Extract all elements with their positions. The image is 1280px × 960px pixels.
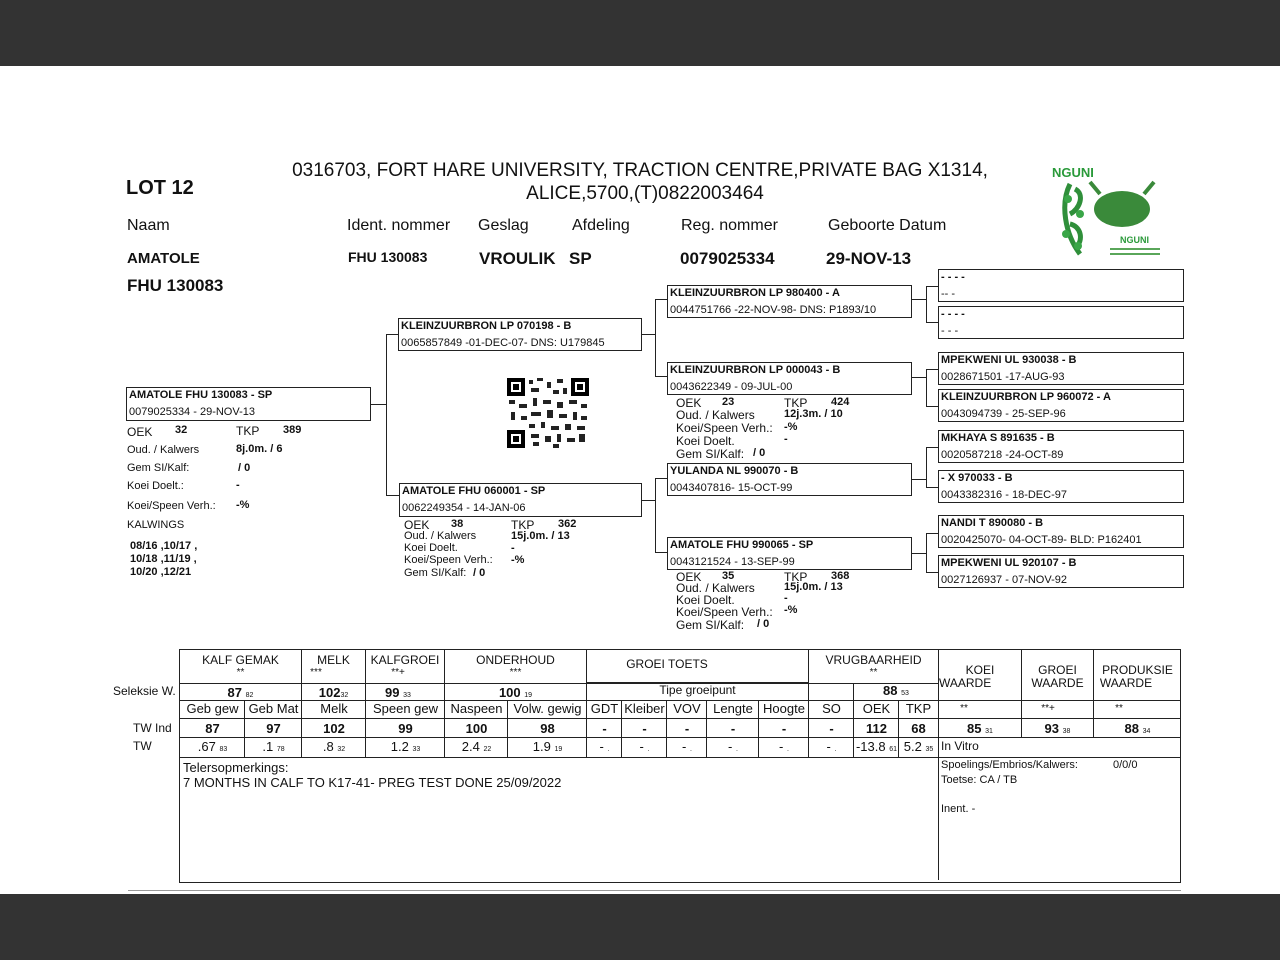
column-header: Lengte <box>713 701 753 716</box>
dam-gem-label: Gem SI/Kalf: <box>404 567 467 579</box>
subject-oud: 8j.0m. / 6 <box>236 443 283 455</box>
dam-oek-label: OEK <box>404 518 430 532</box>
tw-cell: - . <box>599 739 610 754</box>
header-vrugbaarheid: VRUGBAARHEID <box>825 653 922 667</box>
tw-cell: .8 32 <box>322 739 346 754</box>
stars-kalf-gemak: ** <box>236 667 245 678</box>
subject-tkp: 389 <box>283 424 302 436</box>
gp4-oud: 15j.0m. / 13 <box>784 581 843 593</box>
header-groei-toets: GROEI TOETS <box>626 657 708 671</box>
subject-koei: - <box>236 479 240 491</box>
twind-cell: - <box>602 721 607 736</box>
tw-cell: .1 78 <box>262 739 285 754</box>
great-grandparent-reg: 0043382316 - 18-DEC-97 <box>941 489 1067 501</box>
svg-text:NGUNI: NGUNI <box>1120 235 1149 245</box>
sire-name: KLEINZUURBRON LP 070198 - B <box>401 320 572 332</box>
twind-cell: 98 <box>540 721 555 736</box>
gp2-speen: -% <box>784 421 798 433</box>
grandparent-reg: 0044751766 -22-NOV-98- DNS: P1893/10 <box>670 304 877 316</box>
tw-cell: 1.2 33 <box>390 739 421 754</box>
inent: Inent. - <box>941 803 976 815</box>
kalwings-line-3: 10/20 ,12/21 <box>130 566 192 578</box>
subject-tkp-label: TKP <box>236 424 260 438</box>
label-afdeling: Afdeling <box>572 217 630 234</box>
tw-cell: - . <box>826 739 837 754</box>
great-grandparent-name: MPEKWENI UL 920107 - B <box>941 557 1077 569</box>
great-grandparent-reg: 0027126937 - 07-NOV-92 <box>941 574 1067 586</box>
column-header: GDT <box>590 701 619 716</box>
seleksie-vrug: 88 53 <box>883 683 909 698</box>
gp2-tkp-label: TKP <box>784 396 808 410</box>
gp2-gem-label: Gem SI/Kalf: <box>676 447 745 461</box>
row-label-seleksie: Seleksie W. <box>113 684 176 698</box>
header-tipe-groeipunt: Tipe groeipunt <box>659 683 736 697</box>
column-header: Geb gew <box>186 701 239 716</box>
stars-vrugbaarheid: ** <box>869 667 878 678</box>
stars-onderhoud: *** <box>509 667 522 678</box>
label-ident: Ident. nommer <box>347 217 451 234</box>
column-header: VOV <box>673 701 701 716</box>
tw-cell: 1.9 19 <box>532 739 563 754</box>
stars-groei-waarde: **+ <box>1041 703 1055 714</box>
twind-cell: - <box>781 721 787 736</box>
subject-koei-label: Koei Doelt.: <box>127 480 184 492</box>
dam-reg: 0062249354 - 14-JAN-06 <box>402 502 526 514</box>
gp4-gem-label: Gem SI/Kalf: <box>676 618 745 632</box>
column-header: Volw. gewig <box>513 701 582 716</box>
kalwings-label: KALWINGS <box>127 519 185 531</box>
label-geboorte: Geboorte Datum <box>828 217 947 234</box>
twind-cell: 100 <box>465 721 488 736</box>
twind-cell: 112 <box>866 721 887 736</box>
column-header: Melk <box>320 701 348 716</box>
twind-produksie-waarde: 88 34 <box>1124 721 1151 736</box>
header-kalfgroei: KALFGROEI <box>370 653 440 667</box>
remarks-label: Telersopmerkings: <box>183 760 289 775</box>
gp4-tkp-label: TKP <box>784 570 808 584</box>
twind-cell: - <box>642 721 647 736</box>
column-header: TKP <box>905 701 932 716</box>
tw-cell: - . <box>728 739 738 754</box>
grandparent-reg: 0043622349 - 09-JUL-00 <box>670 381 793 393</box>
subject-oud-label: Oud. / Kalwers <box>127 444 200 456</box>
twind-cell: 97 <box>266 721 281 736</box>
column-header: Kleiber <box>624 701 665 716</box>
animal-ident-large: FHU 130083 <box>127 276 224 295</box>
great-grandparent-reg: 0020587218 -24-OCT-89 <box>941 449 1064 461</box>
header-groei-waarde: GROEI <box>1038 663 1077 677</box>
header-onderhoud: ONDERHOUD <box>476 653 555 667</box>
seleksie-melk: 10232 <box>318 685 349 700</box>
lot-number: LOT 12 <box>126 177 194 199</box>
kalwings-line-1: 08/16 ,10/17 , <box>130 540 198 552</box>
gp4-speen: -% <box>784 604 798 616</box>
column-header: Hoogte <box>763 701 805 716</box>
tw-cell: -13.8 61 <box>855 739 898 754</box>
label-naam: Naam <box>127 217 170 234</box>
spoelings-value: 0/0/0 <box>1113 759 1138 771</box>
row-label-twind: TW Ind <box>133 721 172 735</box>
header-koei-waarde: KOEI <box>965 663 995 677</box>
label-reg: Reg. nommer <box>681 217 778 234</box>
dam-speen-label: Koei/Speen Verh.: <box>404 554 493 566</box>
gp2-koei: - <box>784 433 788 445</box>
row-label-tw: TW <box>133 739 152 753</box>
seleksie-kalf: 87 82 <box>227 685 254 700</box>
stars-koei-waarde: ** <box>960 703 968 714</box>
grandparent-name: YULANDA NL 990070 - B <box>670 465 799 477</box>
great-grandparent-reg: - - - <box>941 325 959 337</box>
gp4-koei-label: Koei Doelt. <box>676 593 735 607</box>
stars-kalfgroei: **+ <box>391 667 405 678</box>
dam-speen: -% <box>511 554 525 566</box>
gp4-oek-label: OEK <box>676 570 702 584</box>
seleksie-onderhoud: 100 19 <box>498 685 533 700</box>
twind-cell: 87 <box>205 721 220 736</box>
dam-koei-label: Koei Doelt. <box>404 542 458 554</box>
in-vitro-label: In Vitro <box>941 739 979 753</box>
column-header: Naspeen <box>450 701 503 716</box>
great-grandparent-reg: 0043094739 - 25-SEP-96 <box>941 408 1066 420</box>
owner-line-2: ALICE,5700,(T)0822003464 <box>526 183 764 204</box>
column-header: Speen gew <box>372 701 439 716</box>
tw-cell: - . <box>779 739 789 754</box>
twind-groei-waarde: 93 38 <box>1044 721 1071 736</box>
seleksie-kalfgroei: 99 33 <box>385 685 411 700</box>
great-grandparent-name: NANDI T 890080 - B <box>941 517 1044 529</box>
gp4-oud-label: Oud. / Kalwers <box>676 581 755 595</box>
gp2-oud: 12j.3m. / 10 <box>784 408 843 420</box>
gp2-oud-label: Oud. / Kalwers <box>676 408 755 422</box>
dam-gem: / 0 <box>473 567 486 579</box>
header-produksie-waarde-2: WAARDE <box>1099 676 1153 690</box>
dam-tkp: 362 <box>558 518 577 530</box>
header-groei-waarde-2: WAARDE <box>1031 676 1084 690</box>
great-grandparent-name: MKHAYA S 891635 - B <box>941 432 1055 444</box>
animal-name: AMATOLE <box>127 250 200 267</box>
column-header: SO <box>822 701 841 716</box>
great-grandparent-name: KLEINZUURBRON LP 960072 - A <box>941 391 1111 403</box>
svg-text:NGUNI: NGUNI <box>1052 165 1094 180</box>
twind-cell: 102 <box>323 721 345 736</box>
remarks-text: 7 MONTHS IN CALF TO K17-41- PREG TEST DONE 25/09/2022 <box>183 775 562 790</box>
tw-cell: - . <box>639 739 650 754</box>
animal-gender: VROULIK <box>479 249 556 268</box>
great-grandparent-name: - - - - <box>941 271 965 283</box>
grandparent-name: KLEINZUURBRON LP 000043 - B <box>670 364 841 376</box>
column-header: OEK <box>862 701 891 716</box>
header-produksie-waarde: PRODUKSIE <box>1102 663 1173 677</box>
gp4-koei: - <box>784 592 788 604</box>
twind-cell: 68 <box>911 721 926 736</box>
header-koei-waarde-2: WAARDE <box>939 676 992 690</box>
gp2-oek: 23 <box>722 396 735 408</box>
header-kalf-gemak: KALF GEMAK <box>202 653 279 667</box>
gp2-koei-label: Koei Doelt. <box>676 434 735 448</box>
gp4-speen-label: Koei/Speen Verh.: <box>676 605 773 619</box>
great-grandparent-name: - X 970033 - B <box>941 472 1013 484</box>
great-grandparent-name: MPEKWENI UL 930038 - B <box>941 354 1077 366</box>
subject-reg-date: 0079025334 - 29-NOV-13 <box>129 406 255 418</box>
dam-koei: - <box>511 542 515 554</box>
gp4-oek: 35 <box>722 570 735 582</box>
great-grandparent-reg: 0028671501 -17-AUG-93 <box>941 371 1065 383</box>
subject-name: AMATOLE FHU 130083 - SP <box>129 389 273 401</box>
subject-speen-label: Koei/Speen Verh.: <box>127 500 216 512</box>
animal-section: SP <box>569 249 592 268</box>
gp4-tkp: 368 <box>831 570 850 582</box>
subject-gem: / 0 <box>238 462 251 474</box>
dam-oud: 15j.0m. / 13 <box>511 530 570 542</box>
grandparent-name: AMATOLE FHU 990065 - SP <box>670 539 814 551</box>
grandparent-name: KLEINZUURBRON LP 980400 - A <box>670 287 840 299</box>
sire-reg: 0065857849 -01-DEC-07- DNS: U179845 <box>401 337 605 349</box>
twind-cell: 99 <box>398 721 413 736</box>
grandparent-reg: 0043121524 - 13-SEP-99 <box>670 556 795 568</box>
column-header: Geb Mat <box>248 701 299 716</box>
tw-cell: 2.4 22 <box>461 739 492 754</box>
subject-oek-label: OEK <box>127 425 153 439</box>
kalwings-line-2: 10/18 ,11/19 , <box>130 553 197 565</box>
dam-oud-label: Oud. / Kalwers <box>404 530 477 542</box>
subject-speen: -% <box>236 499 250 511</box>
twind-cell: - <box>730 721 736 736</box>
great-grandparent-reg: 0020425070- 04-OCT-89- BLD: P162401 <box>941 534 1142 546</box>
subject-gem-label: Gem SI/Kalf: <box>127 462 190 474</box>
label-geslag: Geslag <box>478 217 529 234</box>
stars-melk: *** <box>310 667 322 678</box>
great-grandparent-name: - - - - <box>941 308 965 320</box>
spoelings-label: Spoelings/Embrios/Kalwers: <box>941 759 1078 771</box>
dam-name: AMATOLE FHU 060001 - SP <box>402 485 546 497</box>
twind-cell: - <box>829 721 834 736</box>
animal-ident: FHU 130083 <box>348 249 428 265</box>
owner-line-1: 0316703, FORT HARE UNIVERSITY, TRACTION CENTRE,PRIVATE BAG X1314, <box>292 160 988 181</box>
gp2-oek-label: OEK <box>676 396 702 410</box>
grandparent-reg: 0043407816- 15-OCT-99 <box>670 482 793 494</box>
twind-koei-waarde: 85 31 <box>967 721 993 736</box>
gp4-gem: / 0 <box>757 618 770 630</box>
tw-cell: - . <box>682 739 692 754</box>
gp2-speen-label: Koei/Speen Verh.: <box>676 421 773 435</box>
great-grandparent-reg: -- - <box>941 288 956 300</box>
header-melk: MELK <box>317 653 350 667</box>
dam-tkp-label: TKP <box>511 518 535 532</box>
animal-reg: 0079025334 <box>680 249 775 268</box>
dam-oek: 38 <box>451 518 464 530</box>
gp2-gem: / 0 <box>753 447 766 459</box>
animal-birth: 29-NOV-13 <box>826 249 912 268</box>
toetse: Toetse: CA / TB <box>941 774 1018 786</box>
gp2-tkp: 424 <box>831 396 850 408</box>
stars-produksie-waarde: ** <box>1115 703 1123 714</box>
subject-oek: 32 <box>175 424 188 436</box>
twind-cell: - <box>684 721 690 736</box>
tw-cell: .67 83 <box>197 739 228 754</box>
tw-cell: 5.2 35 <box>903 739 934 754</box>
